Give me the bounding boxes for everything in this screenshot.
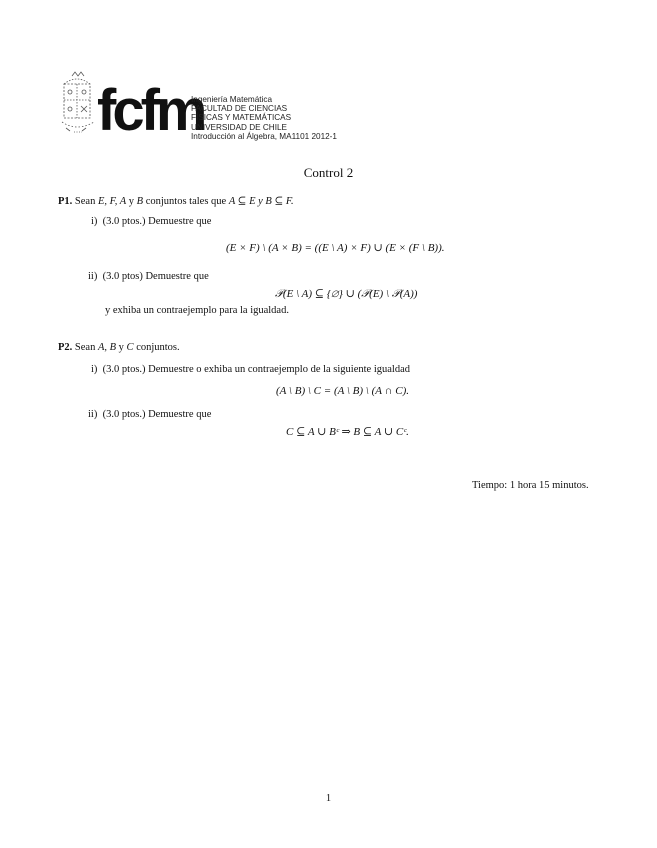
p2-vars: A, B [97,342,117,353]
page-title: Control 2 [303,165,354,180]
page-number: 1 [325,793,332,804]
time-note: Tiempo: 1 hora 15 minutos. [472,480,589,491]
p2-ii-label: ii) [88,409,98,420]
p1-ii-item [88,271,209,282]
header-info [191,95,337,141]
p1-i-label: i) [91,216,98,227]
university-seal-icon [58,70,98,140]
p2-i-label: i) [91,364,98,375]
header-line-university: UNIVERSIDAD DE CHILE [191,122,287,132]
p2-ii-formula: C ⊆ A ∪ Bᶜ ⇒ B ⊆ A ∪ Cᶜ. [286,426,409,438]
p2-i-formula: (A \ B) \ C = (A \ B) \ (A ∩ C). [276,385,409,397]
p2-statement [58,342,180,353]
p2-ii-item [88,409,211,420]
p1-statement [58,195,294,207]
p1-ii-label: ii) [88,271,98,282]
p1-var2: B [136,196,144,207]
p1-i-formula: (E × F) \ (A × B) = ((E \ A) × F) ∪ (E × (F \ B)). [226,242,445,254]
p1-text-c: conjuntos tales que [143,196,229,207]
p1-i-item [91,216,211,227]
p1-text-b: y [126,196,137,207]
p1-ii-text: (3.0 ptos) Demuestre que [102,271,209,282]
header-line-course: Introducción al Álgebra, MA1101 2012-1 [191,131,337,141]
p2-text-a: Sean [74,342,98,353]
p2-text-c: conjuntos. [133,342,180,353]
p1-i-text: (3.0 ptos.) Demuestre que [102,216,212,227]
fcfm-logo: fcfm [97,78,204,143]
p1-text-a: Sean [74,196,98,207]
header-line-faculty: FACULTAD DE CIENCIAS [191,104,288,114]
p1-vars: E, F, A [97,196,127,207]
p2-ii-text: (3.0 ptos.) Demuestre que [102,409,212,420]
p1-condition: A ⊆ E y B ⊆ F. [228,196,294,207]
p1-ii-followup: y exhiba un contraejemplo para la igualdad. [105,305,289,316]
p2-text-b: y [116,342,127,353]
p2-var2: C [126,342,134,353]
p2-i-item [91,364,410,375]
p2-label: P2. [58,342,73,353]
p2-i-text: (3.0 ptos.) Demuestre o exhiba un contraejemplo de la siguiente igualdad [102,364,410,375]
header-line-faculty-2: FÍSICAS Y MATEMÁTICAS [191,113,292,123]
p1-ii-formula: 𝒫(E \ A) ⊆ {∅} ∪ (𝒫(E) \ 𝒫(A)) [275,288,418,300]
header-line-program: Ingeniería Matemática [191,95,273,104]
p1-label: P1. [58,196,73,207]
